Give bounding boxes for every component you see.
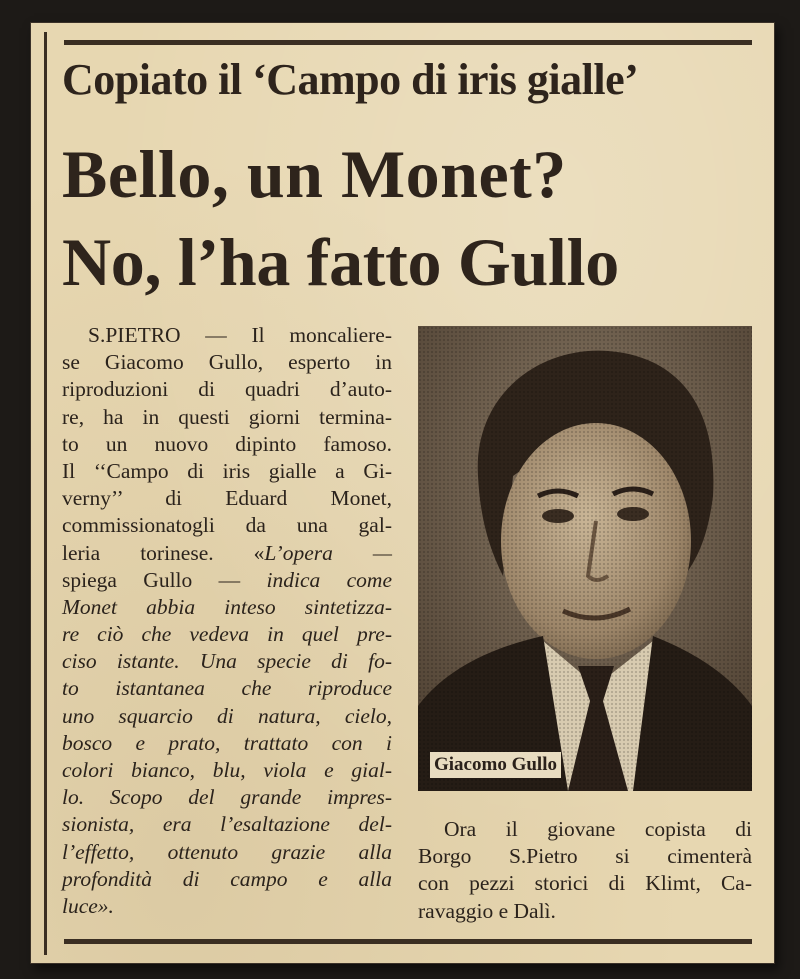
photo-caption: Giacomo Gullo [430, 752, 561, 778]
portrait-photo [418, 326, 752, 791]
article-line: se Giacomo Gullo, esperto in [62, 350, 392, 375]
article-line-roman: leria torinese. « [62, 540, 265, 565]
article-line: l’effetto, ottenuto grazie alla [62, 839, 392, 864]
closing-line: Borgo S.Pietro si cimenterà [418, 844, 752, 869]
article-line: riproduzioni di quadri d’auto- [62, 377, 392, 402]
closing-line: ravaggio e Dalì. [418, 898, 556, 923]
article-line-roman: spiega Gullo — [62, 567, 241, 592]
article-line: to istantanea che riproduce [62, 676, 392, 701]
article-line: bosco e prato, trattato con i [62, 730, 392, 755]
left-column-rule [44, 32, 47, 955]
closing-paragraph [418, 816, 752, 925]
article-line: profondità di campo e alla [62, 866, 392, 891]
article-line-mixed [62, 540, 392, 567]
article-line: to un nuovo dipinto famoso. [62, 431, 392, 456]
article-line: S.PIETRO — Il moncaliere- [88, 323, 392, 347]
article-line: Monet abbia inteso sintetizza- [62, 594, 392, 619]
article-body [62, 322, 392, 920]
closing-line: Ora il giovane copista di [444, 817, 752, 841]
article-line: luce». [62, 893, 114, 918]
article-line: commissionatogli da una gal- [62, 513, 392, 538]
article-line-italic: indica come [266, 567, 393, 592]
article-line-italic: L’opera — [264, 540, 392, 565]
headline-line-1: Bello, un Monet? [62, 136, 567, 212]
article-line: colori bianco, blu, viola e gial- [62, 758, 392, 782]
closing-line: con pezzi storici di Klimt, Ca- [418, 871, 752, 896]
article-line: uno squarcio di natura, cielo, [62, 703, 392, 728]
article-line: Il ‘‘Campo di iris gialle a Gi- [62, 458, 392, 483]
article-line: verny’’ di Eduard Monet, [62, 486, 392, 511]
kicker-headline: Copiato il ‘Campo di iris gialle’ [62, 55, 639, 104]
headline-line-2: No, l’ha fatto Gullo [62, 224, 619, 300]
bottom-rule [64, 939, 752, 944]
portrait-illustration [418, 326, 752, 791]
article-line-mixed [62, 567, 392, 594]
article-line: re, ha in questi giorni termina- [62, 404, 392, 429]
top-rule [64, 40, 752, 45]
article-line: re ciò che vedeva in quel pre- [62, 622, 392, 647]
article-line: lo. Scopo del grande impres- [62, 785, 392, 810]
article-line: sionista, era l’esaltazione del- [62, 812, 392, 837]
article-line: ciso istante. Una specie di fo- [62, 649, 392, 674]
